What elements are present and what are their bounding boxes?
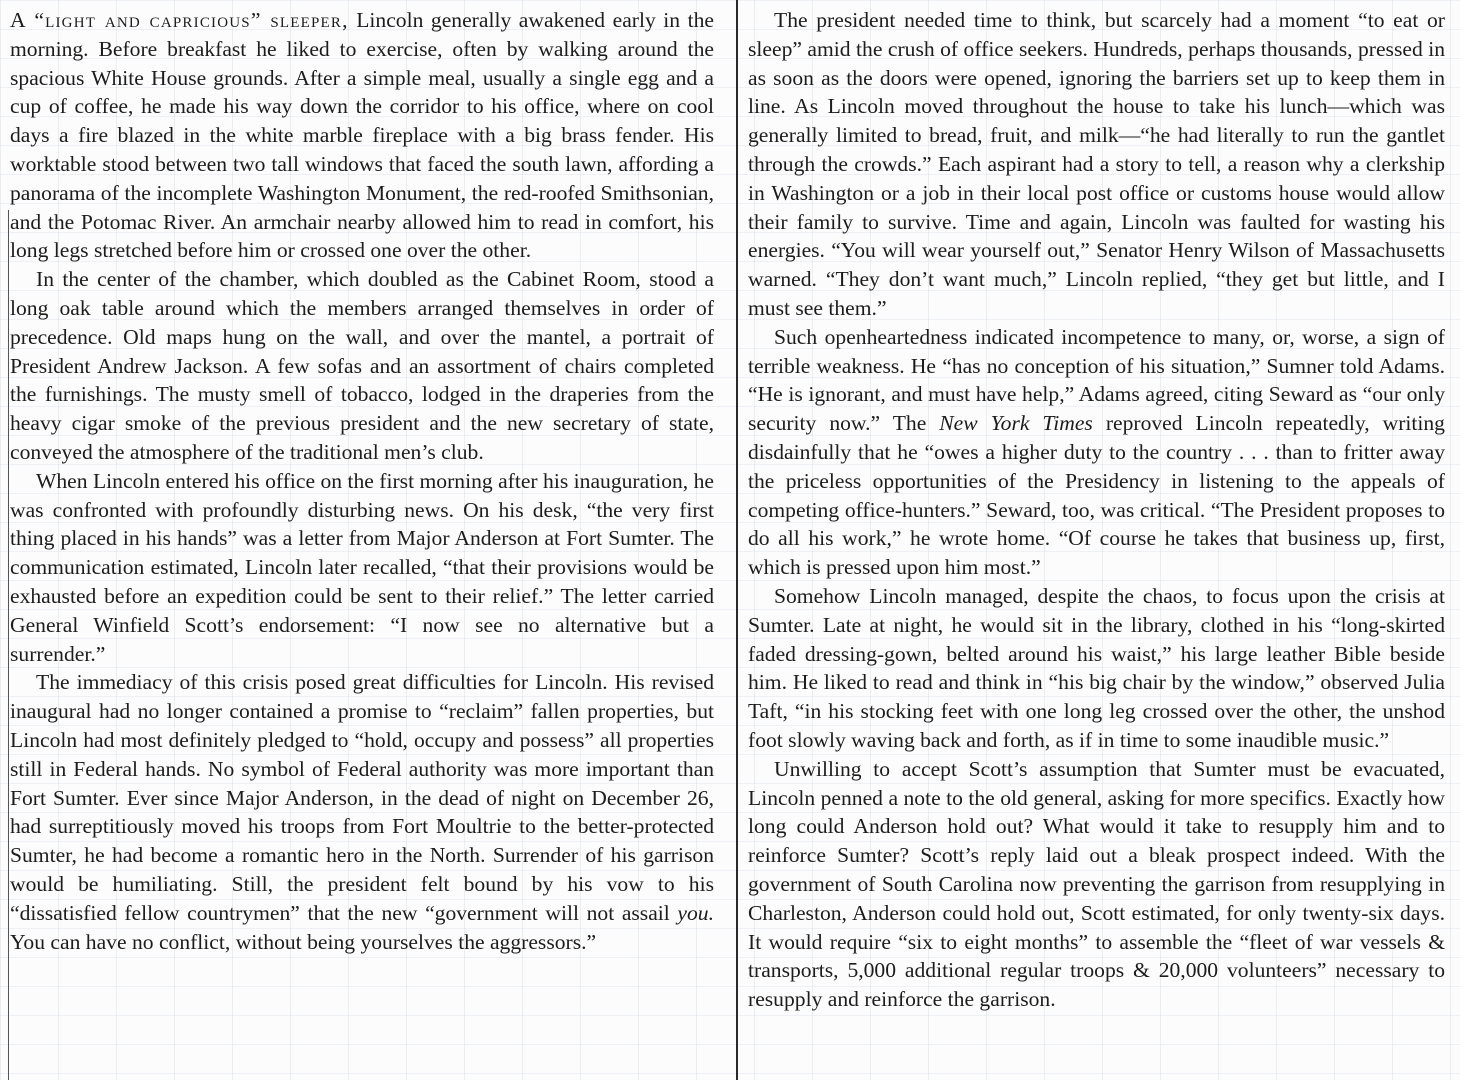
- left-page-column: [10, 6, 714, 956]
- paragraph-left-3: When Lincoln entered his office on the first morning after his inauguration, he was confronted with profoundly disturbing news. On his desk, “the very first thing placed in his hands” was a letter from Major Anderson at Fort Sumter. The communication estimated, Lincoln later recalled, “that their provisions would be exhausted before an expedition could be sent to their relief.” The letter carried General Winfield Scott’s endorsement: “I now see no alternative but a surrender.”: [10, 468, 714, 666]
- paragraph-left-2: In the center of the chamber, which doubled as the Cabinet Room, stood a long oak table around which the members arranged themselves in order of precedence. Old maps hung on the wall, and over the mantel, a portrait of President Andrew Jackson. A few sofas and an assortment of chairs completed the furnishings. The musty smell of tobacco, lodged in the draperies from the heavy cigar smoke of the previous president and the new secretary of state, conveyed the atmosphere of the traditional men’s club.: [10, 267, 714, 464]
- newspaper-title-italic: New York Times: [939, 411, 1093, 436]
- paragraph-text: The immediacy of this crisis posed great difficulties for Lincoln. His revised inaugural had no longer contained a promise to “reclaim” fallen properties, but Lincoln had most definitely pledged to “hold, occupy and possess” all properties still in Federal hands. No symbol of Federal authority was more important than Fort Sumter. Ever since Major Anderson, in the dead of night on December 26, had surreptitiously moved his troops from Fort Moultrie to the better-protected Sumter, he had become a romantic hero in the North. Surrender of his garrison would be humiliating. Still, the president felt bound by his vow to his “dissatisfied fellow countrymen” that the new “government will not assail: [10, 670, 714, 925]
- opening-small-caps: A “light and capricious” sleeper,: [10, 8, 349, 32]
- paragraph-text: You can have no conflict, without being yourselves the aggressors.”: [10, 929, 597, 954]
- page-gutter-divider: [736, 0, 738, 1080]
- paragraph-right-1: The president needed time to think, but scarcely had a moment “to eat or sleep” amid the crush of office seekers. Hundreds, perhaps thousands, pressed in as soon as the doors were opened, ignoring the barriers set up to keep them in line. As Lincoln moved throughout the house to take his lunch—which was generally limited to bread, fruit, and milk—“he had literally to run the gantlet through the crowds.” Each aspirant had a story to tell, a reason why a clerkship in Washington or a job in their local post office or customs house would allow their family to survive. Time and again, Lincoln was faulted for wasting his energies. “You will wear yourself out,” Senator Henry Wilson of Massachusetts warned. “They don’t want much,” Lincoln replied, “they get but little, and I must see them.”: [748, 8, 1445, 320]
- paragraph-right-3: Somehow Lincoln managed, despite the chaos, to focus upon the crisis at Sumter. Late at night, he would sit in the library, clothed in his “long-skirted faded dressing-gown, belted around his waist,” his large leather Bible beside him. He liked to read and think in “his big chair by the window,” observed Julia Taft, “in his stocking feet with one long leg crossed over the other, the unshod foot slowly waving back and forth, as if in time to some inaudible music.”: [748, 583, 1445, 752]
- paragraph-text: reproved Lincoln repeatedly, writing disdainfully that he “owes a higher duty to the country . . . than to fritter away the priceless opportunities of the Presidency in listening to the appeals of competing office-hunters.” Seward, too, was critical. “The President proposes to do all his work,” he wrote home. “Of course he takes that business up, first, which is pressed upon him most.”: [748, 411, 1445, 580]
- paragraph-left-4: [10, 668, 714, 956]
- right-page-column: [748, 6, 1445, 1014]
- paragraph-text: Lincoln generally awakened early in the morning. Before breakfast he liked to exercise, often by walking around the spacious White House grounds. After a simple meal, usually a single egg and a cup of coffee, he made his way down the corridor to his office, where on cool days a fire blazed in the white marble fireplace with a big brass fender. His worktable stood between two tall windows that faced the south lawn, affording a panorama of the incomplete Washington Monument, the red-roofed Smithsonian, and the Potomac River. An armchair nearby allowed him to read in comfort, his long legs stretched before him or crossed one over the other.: [10, 8, 714, 263]
- paragraph-right-4: Unwilling to accept Scott’s assumption that Sumter must be evacuated, Lincoln penned a note to the old general, asking for more specifics. Exactly how long could Anderson hold out? What would it take to resupply him and to reinforce Sumter? Scott’s reply laid out a bleak prospect indeed. With the government of South Carolina now preventing the garrison from resupplying in Charleston, Anderson could hold out, Scott estimated, for only twenty-six days. It would require “six to eight months” to assemble the “fleet of war vessels & transports, 5,000 additional regular troops & 20,000 volunteers” necessary to resupply and reinforce the garrison.: [748, 756, 1445, 1012]
- paragraph-text: Such openheartedness indicated incompetence to many, or, worse, a sign of terrible weakness. He “has no conception of his situation,” Sumner told Adams. “He is ignorant, and must have help,” Adams agreed, citing Seward as “our only security now.” The: [748, 324, 1445, 436]
- italic-emphasis: you.: [677, 900, 714, 925]
- paragraph-right-2: [748, 323, 1445, 582]
- page-edge-line: [8, 210, 9, 1080]
- paragraph-left-1: [10, 6, 714, 265]
